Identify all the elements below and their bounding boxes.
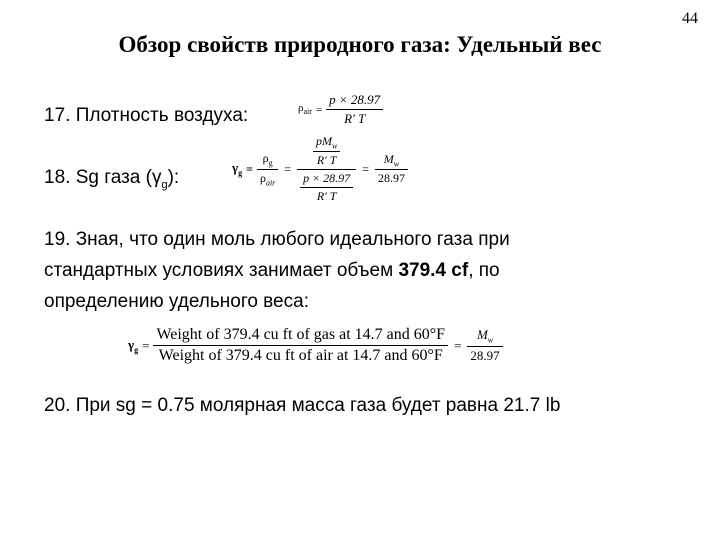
fraction-bar [326, 109, 383, 110]
fraction-numerator: p × 28.97 [329, 92, 381, 107]
item-18-text: 18. Sg газа $(\gamma_g)$: [44, 167, 180, 191]
equals-sign: = [362, 161, 369, 176]
density-ratio-fraction [257, 151, 278, 187]
slide-number: 44 [682, 10, 698, 27]
item-19-line-3: определению удельного веса: [44, 291, 309, 312]
equals-sign: = [454, 337, 462, 353]
gas-weight: Weight of 379.4 cu ft of gas at 14.7 and 60°F [156, 326, 446, 343]
air-density-fraction [326, 92, 383, 127]
molar-mass-ratio: $\frac{M_w}{28.97}$ [375, 152, 408, 186]
weight-ratio-fraction [153, 326, 448, 365]
slide-title: Обзор свойств природного газа: Удельный вес [118, 32, 602, 57]
formula-air-density [298, 92, 383, 127]
molar-mass-ratio: $\frac{M_w}{28.97}$ [467, 327, 502, 364]
equals-sign: = [315, 103, 323, 116]
air-weight: Weight of 379.4 cu ft of air at 14.7 and 60°F [158, 347, 443, 364]
rho-air: $\rho_{air}$ [259, 170, 276, 188]
item-19-line-2: стандартных условиях занимает объем 379.4 cf, по [44, 260, 500, 281]
equals-sign: = [246, 161, 253, 176]
gamma-g-symbol: $\gamma_g$ [128, 336, 139, 355]
item-17-text: 17. Плотность воздуха: [44, 105, 249, 126]
rho-g: $\rho_g$ [262, 151, 273, 168]
item-20-text: 20. При sg = 0.75 молярная масса газа будет равна 21.7 lb [44, 395, 561, 416]
formula-specific-gravity [232, 134, 408, 204]
item-19-text [44, 224, 510, 317]
rho-air-symbol: $\rho_{air}$ [298, 102, 312, 117]
gamma-g-symbol: $\gamma_g$ [232, 160, 243, 178]
compound-fraction [297, 134, 356, 204]
equals-sign: = [284, 161, 292, 176]
fraction-denominator: R' T [344, 111, 366, 126]
compound-denominator: $\frac{p \times 28.97}{R' T}$ [297, 171, 356, 204]
compound-numerator: $\frac{pM_w}{R' T}$ [310, 134, 343, 168]
item-19-line-1: 19. Зная, что один моль любого идеального газа при [44, 229, 510, 250]
equals-sign: = [142, 337, 150, 353]
formula-molar-volume [128, 326, 503, 365]
